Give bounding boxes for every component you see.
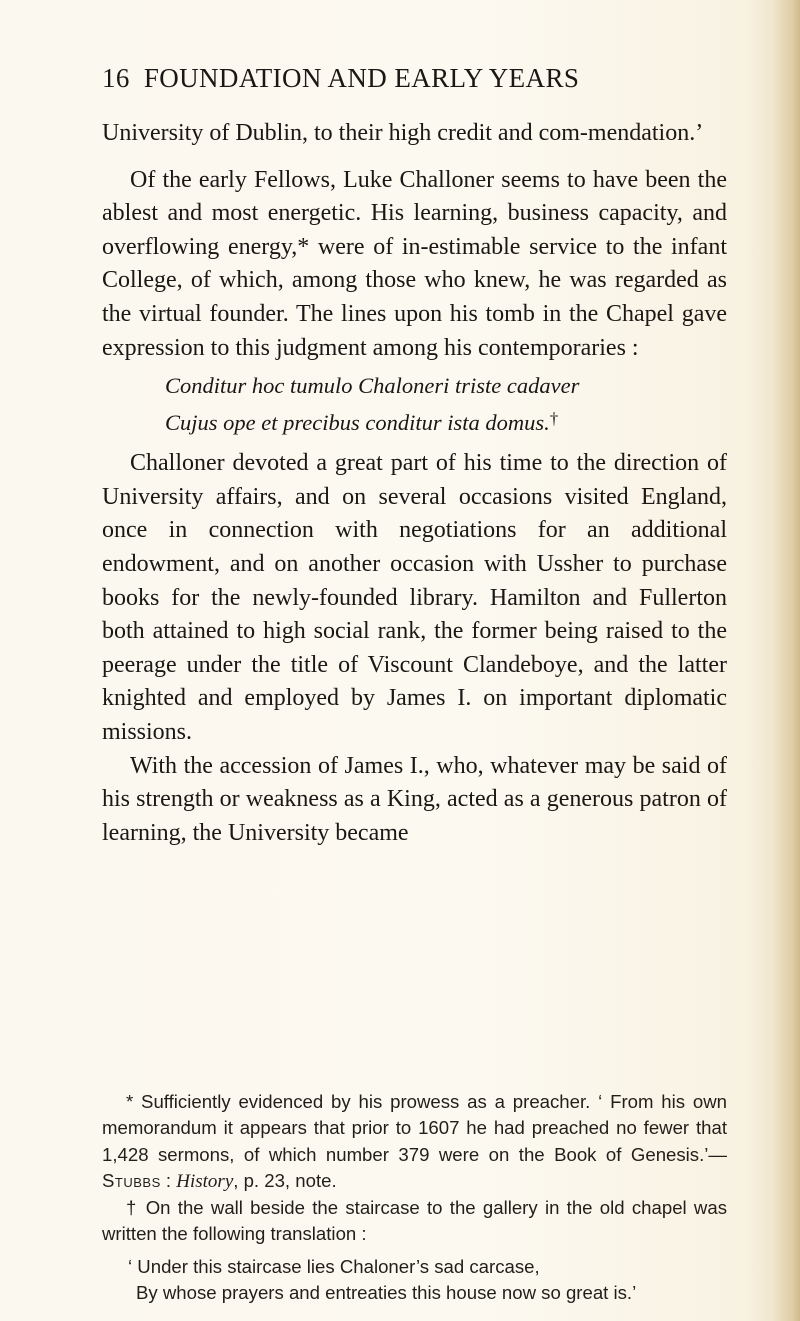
paragraph-james-accession: With the accession of James I., who, whatever may be said of his strength or weakness as a King, acted as a generous patron of learning, the University became (102, 752, 727, 846)
epitaph-line-2: Cujus ope et precibus conditur ista domus. (165, 410, 550, 436)
page-edge-shadow (772, 0, 800, 1321)
footnotes (102, 1089, 727, 1306)
latin-epitaph (102, 369, 727, 439)
footnote-author: Stubbs (102, 1169, 161, 1191)
body-text (102, 117, 727, 850)
epitaph-line-1: Conditur hoc tumulo Chaloneri triste cadaver (165, 373, 580, 399)
running-title: FOUNDATION AND EARLY YEARS (143, 63, 580, 93)
page-number: 16 (102, 63, 130, 93)
footnote-asterisk-text: * Sufficiently evidenced by his prowess as a preacher. ‘ From his own memorandum it appears that prior to 1607 he had preached no fewer that 1,428 sermons, of which number 379 were on the Book of Genesis.’— (102, 1091, 727, 1165)
paragraph-challoner: Challoner devoted a great part of his time to the direction of University affairs, and on several occasions visited England, once in connection with negotiations for an additional endowment, and on another occasion with Ussher to purchase books for the newly-founded library. Hamilton and Fullerton both attained to high social rank, the former being raised to the peerage under the title of Viscount Clandeboye, and the latter knighted and employed by James I. on important diplomatic missions. (102, 450, 727, 745)
footnote-separator: : (160, 1169, 177, 1191)
footnote-asterisk (102, 1089, 727, 1195)
paragraph-early-fellows: Of the early Fellows, Luke Challoner seems to have been the ablest and most energetic. His learning, business capacity, and overflowing energy,* were of in-estimable service to the infant College, of which, among those who knew, he was regarded as the virtual founder. The lines upon his tomb in the Chapel gave expression to this judgment among his contemporaries : (102, 166, 727, 361)
translation-quote (102, 1254, 727, 1307)
footnote-mark-dagger: † (549, 409, 559, 429)
footnote-work-title: History (176, 1170, 234, 1192)
paragraph-continuation: University of Dublin, to their high credit and com-mendation.’ (102, 120, 704, 146)
running-header (102, 62, 658, 94)
epitaph-line-2-wrapper (165, 402, 727, 439)
translation-line-2: By whose prayers and entreaties this house now so great is.’ (136, 1282, 637, 1304)
translation-line-1: ‘ Under this staircase lies Chaloner’s sad carcase, (128, 1255, 540, 1277)
footnote-dagger: † On the wall beside the staircase to the gallery in the old chapel was written the following translation : (102, 1197, 727, 1245)
footnote-citation-tail: , p. 23, note. (233, 1169, 337, 1191)
